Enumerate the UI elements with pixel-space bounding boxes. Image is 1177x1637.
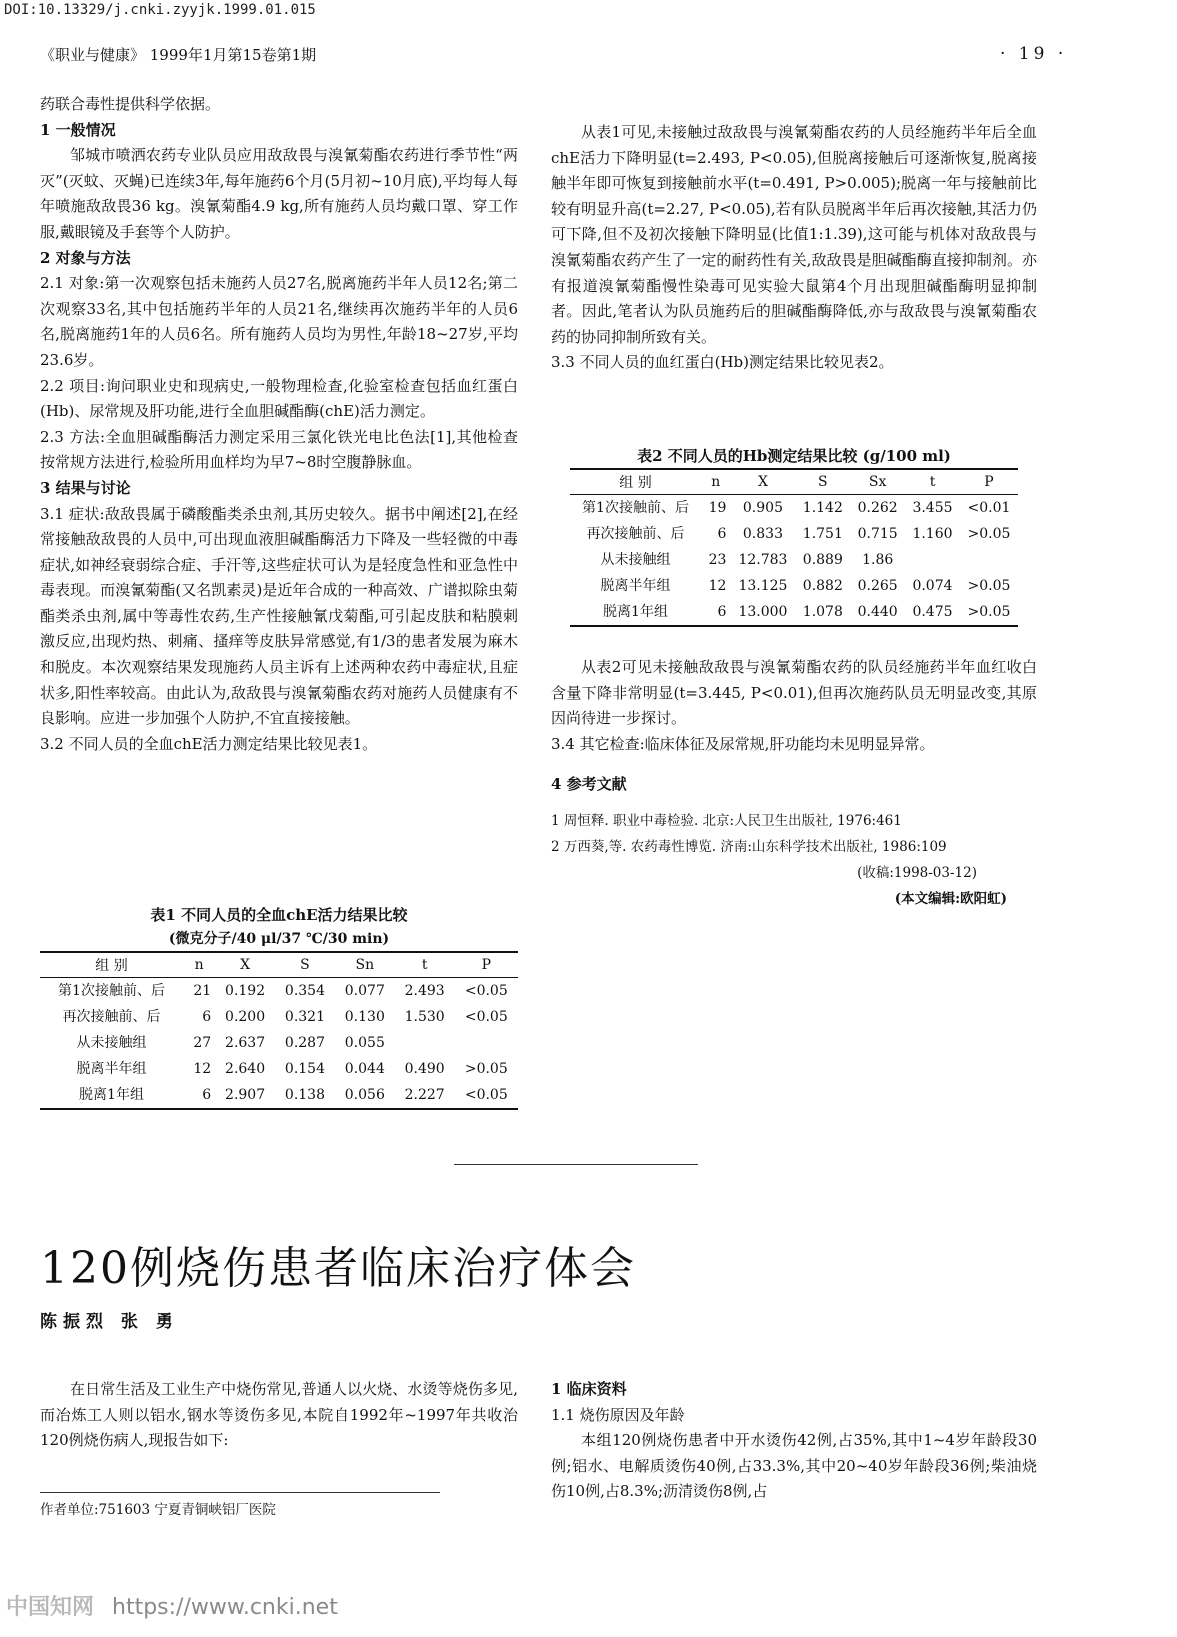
table2-header-row <box>570 469 1018 495</box>
table2-cell: 脱离半年组 <box>600 578 671 594</box>
left-para-6: 2.3 方法:全血胆碱酯酶活力测定采用三氯化铁光电比色法[1],其他检查按常规方法进行,检验所用血样均为早7~8时空腹静脉血。 <box>40 427 518 472</box>
table1-cell: 0.200 <box>225 1009 266 1025</box>
received-date: (收稿:1998-03-12) <box>857 864 977 881</box>
table1-row <box>40 1082 518 1109</box>
table2-cell <box>960 547 1018 573</box>
left-para-1: 1 一般情况 <box>40 120 116 139</box>
left-para-9: 3.2 不同人员的全血chE活力测定结果比较见表1。 <box>40 734 378 753</box>
table1-header-cell: 组 别 <box>40 952 183 978</box>
table1-cell: 0.138 <box>275 1082 335 1109</box>
right-bottom-para-0: 从表2可见未接触敌敌畏与溴氰菊酯农药的队员经施药半年血红收白含量下降非常明显(t=3.445, P<0.01),但再次施药队员无明显改变,其原因尚待进一步探讨。 <box>551 658 1037 728</box>
cnki-url: https://www.cnki.net <box>112 1595 338 1620</box>
cnki-logo-text: 中国知网 <box>6 1595 95 1620</box>
refs-heading: 4 参考文献 <box>551 775 627 793</box>
table1-header-cell: S <box>275 952 335 978</box>
table2-header-cell: S <box>795 469 850 495</box>
table1-cell: 0.192 <box>225 983 266 999</box>
table2-cell: 1.078 <box>795 599 850 626</box>
table1-row <box>40 978 518 1005</box>
table1-cell: 0.055 <box>344 1035 385 1051</box>
table1-cell: 12 <box>193 1061 212 1077</box>
table2-cell: 0.265 <box>857 578 898 594</box>
table1-cell <box>455 1030 518 1056</box>
table2-cell: 12.783 <box>738 552 788 568</box>
right-column-top <box>551 120 1037 376</box>
table2-header-cell: P <box>960 469 1018 495</box>
table2-row <box>570 495 1018 522</box>
running-header: 《职业与健康》 1999年1月第15卷第1期 <box>40 46 317 64</box>
ref-1: 1 周恒释. 职业中毒检验. 北京:人民卫生出版社, 1976:461 <box>551 812 902 829</box>
table2-row <box>570 547 1018 573</box>
table1-cell: 0.154 <box>284 1061 325 1077</box>
table2-cell: 脱离1年组 <box>570 599 701 626</box>
table2-cell: 13.125 <box>738 578 788 594</box>
table2-cell: 0.889 <box>802 552 843 568</box>
table1-header-cell: t <box>395 952 455 978</box>
table1-cell <box>395 1030 455 1056</box>
table1 <box>40 951 518 1110</box>
article2-intro-text: 在日常生活及工业生产中烧伤常见,普通人以火烧、水烫等烧伤多见,而冶炼工人则以铝水,钢水等烫伤多见,本院自1992年~1997年共收治120例烧伤病人,现报告如下: <box>40 1380 518 1450</box>
table2-cell: 0.440 <box>850 599 905 626</box>
table2-cell: 13.000 <box>730 599 795 626</box>
article-separator <box>454 1164 698 1165</box>
table2-cell: >0.05 <box>967 526 1011 542</box>
table1-row <box>40 1030 518 1056</box>
table2-header-cell: 组 别 <box>570 469 701 495</box>
table1-header-cell: Sn <box>335 952 395 978</box>
article2-intro <box>40 1377 518 1454</box>
table2-cell: 从未接触组 <box>600 552 671 568</box>
table1-cell: 0.287 <box>284 1035 325 1051</box>
table2-cell: 1.142 <box>802 500 843 516</box>
table1-cell: 0.354 <box>284 983 325 999</box>
table2-cell: 0.262 <box>857 500 898 516</box>
table2-cell: 1.751 <box>802 526 843 542</box>
article2-right <box>551 1377 1037 1505</box>
table1-header-row <box>40 952 518 978</box>
left-para-5: 2.2 项目:询问职业史和现病史,一般物理检查,化验室检查包括血红蛋白(Hb)、尿常规及肝功能,进行全血胆碱酯酶(chE)活力测定。 <box>40 376 518 421</box>
table1-unit: (微克分子/40 μl/37 ℃/30 min) <box>168 931 390 947</box>
right-column-bottom <box>551 655 1037 757</box>
table1-cell: 0.044 <box>344 1061 385 1077</box>
ref-2: 2 万西葵,等. 农药毒性博览. 济南:山东科学技术出版社, 1986:109 <box>551 838 947 855</box>
table1-cell: >0.05 <box>464 1061 508 1077</box>
author-affiliation: 作者单位:751603 宁夏青铜峡铝厂医院 <box>40 1502 276 1518</box>
right-top-para-0: 从表1可见,未接触过敌敌畏与溴氰菊酯农药的人员经施药半年后全血chE活力下降明显(t=2.493, P<0.05),但脱离接触后可逐渐恢复,脱离接触半年即可恢复到接触前水平(t=0.491, P>0.005);脱离一年与接触前比较有明显升高(t=2.27, P<0.05),若有队员脱离半年后再次接触,其活力仍可下降,但不及初次接触下降明显(比值1:1.39),这可能与机体对敌敌畏与溴氰菊酯农药产生了一定的耐药性有关,敌敌畏是胆碱酯酶直接抑制剂。亦有报道溴氰菊酯慢性染毒可见实验大鼠第4个月出现胆碱酯酶明显抑制者。因此,笔者认为队员施药后的胆碱酯酶降低,亦与敌敌畏与溴氰菊酯农药的协同抑制所致有关。 <box>551 123 1037 346</box>
table1-cell: 0.321 <box>284 1009 325 1025</box>
table2-cell: 0.833 <box>742 526 783 542</box>
table2-cell: 3.455 <box>912 500 953 516</box>
table2-cell: 再次接触前、后 <box>586 526 685 542</box>
left-para-4: 2.1 对象:第一次观察包括未施药人员27名,脱离施药半年人员12名;第二次观察33名,其中包括施药半年的人员21名,继续再次施药半年的人员6名,脱离施药1年的人员6名。所有施药人员均为男性,年龄18~27岁,平均23.6岁。 <box>40 274 518 369</box>
article2-authors: 陈振烈 张 勇 <box>40 1312 179 1332</box>
table2-block <box>570 444 1018 627</box>
table1-cell: 0.490 <box>404 1061 445 1077</box>
left-para-7: 3 结果与讨论 <box>40 478 131 497</box>
table2-row <box>570 573 1018 599</box>
table1-header-cell: n <box>183 952 215 978</box>
table2-cell: 1.160 <box>912 526 953 542</box>
editor-note: (本文编辑:欧阳虹) <box>894 890 1007 907</box>
table2-cell: >0.05 <box>960 599 1018 626</box>
table1-cell: 第1次接触前、后 <box>58 983 165 999</box>
table2-header-cell: n <box>701 469 730 495</box>
left-column <box>40 92 518 757</box>
table1-cell: <0.05 <box>464 1009 508 1025</box>
table2-cell: 12 <box>708 578 727 594</box>
right-bottom-para-1: 3.4 其它检查:临床体征及尿常规,肝功能均未见明显异常。 <box>551 734 935 753</box>
table2-cell: 第1次接触前、后 <box>582 500 689 516</box>
table2-cell: 0.715 <box>857 526 898 542</box>
table1-cell: 6 <box>202 1009 212 1025</box>
table1-row <box>40 1056 518 1082</box>
table2-cell: 6 <box>701 599 730 626</box>
table1-cell: 脱离半年组 <box>76 1061 147 1077</box>
left-para-0: 药联合毒性提供科学依据。 <box>40 95 221 113</box>
table1-cell: 0.077 <box>344 983 385 999</box>
table1-cell: 2.227 <box>395 1082 455 1109</box>
right-top-para-1: 3.3 不同人员的血红蛋白(Hb)测定结果比较见表2。 <box>551 353 894 372</box>
table1-cell: 27 <box>193 1035 212 1051</box>
table1-cell: 再次接触前、后 <box>62 1009 161 1025</box>
article2-title: 120例烧伤患者临床治疗体会 <box>40 1243 636 1294</box>
page-number: · 19 · <box>1000 44 1068 64</box>
table2-cell: <0.01 <box>967 500 1011 516</box>
table1-cell: 2.637 <box>225 1035 266 1051</box>
table2 <box>570 468 1018 627</box>
cnki-watermark <box>6 1590 338 1621</box>
left-para-2: 邹城市喷洒农药专业队员应用敌敌畏与溴氰菊酯农药进行季节性“两灭”(灭蚊、灭蝇)已连续3年,每年施药6个月(5月初~10月底),平均每人每年喷施敌敌畏36 kg。溴氰菊酯4.9 kg,所有施药人员均戴口罩、穿工作服,戴眼镜及手套等个人防护。 <box>40 146 518 241</box>
table2-cell: 0.074 <box>912 578 953 594</box>
table1-cell: 0.130 <box>344 1009 385 1025</box>
table1-cell: 1.530 <box>404 1009 445 1025</box>
table1-cell: 0.056 <box>335 1082 395 1109</box>
table2-row <box>570 599 1018 626</box>
table1-title: 表1 不同人员的全血chE活力结果比较 <box>150 906 408 924</box>
table2-cell: >0.05 <box>967 578 1011 594</box>
article2-sec1: 1 临床资料 <box>551 1380 627 1398</box>
table2-row <box>570 521 1018 547</box>
table1-cell: 脱离1年组 <box>40 1082 183 1109</box>
table1-cell: 2.907 <box>215 1082 275 1109</box>
table1-row <box>40 1004 518 1030</box>
table1-header-cell: X <box>215 952 275 978</box>
table2-cell: 19 <box>708 500 727 516</box>
table2-title: 表2 不同人员的Hb测定结果比较 (g/100 ml) <box>637 447 951 465</box>
references <box>551 772 1037 912</box>
table2-header-cell: Sx <box>850 469 905 495</box>
table1-block <box>40 903 518 1110</box>
table1-cell: 6 <box>183 1082 215 1109</box>
table2-cell: 6 <box>717 526 727 542</box>
table1-cell: <0.05 <box>464 983 508 999</box>
left-para-3: 2 对象与方法 <box>40 248 131 267</box>
table2-cell: 1.86 <box>862 552 894 568</box>
table1-cell: 2.640 <box>225 1061 266 1077</box>
table2-cell: 0.475 <box>905 599 960 626</box>
table1-cell: <0.05 <box>455 1082 518 1109</box>
table2-header-cell: X <box>730 469 795 495</box>
table2-header-cell: t <box>905 469 960 495</box>
article2-sec11: 1.1 烧伤原因及年龄 <box>551 1405 685 1424</box>
article2-sec11-text: 本组120例烧伤患者中开水烫伤42例,占35%,其中1~4岁年龄段30例;铝水、电解质烫伤40例,占33.3%,其中20~40岁年龄段36例;柴油烧伤10例,占8.3%;沥清烫伤8例,占 <box>551 1431 1037 1501</box>
table1-header-cell: P <box>455 952 518 978</box>
table2-cell: 0.882 <box>802 578 843 594</box>
table2-cell <box>905 547 960 573</box>
doi: DOI:10.13329/j.cnki.zyyjk.1999.01.015 <box>4 2 316 18</box>
left-para-8: 3.1 症状:敌敌畏属于磷酸酯类杀虫剂,其历史较久。据书中阐述[2],在经常接触敌敌畏的人员中,可出现血液胆碱酯酶活力下降及一些轻微的中毒症状,如神经衰弱综合症、手汗等,这些症状可认为是轻度急性和亚急性中毒表现。而溴氰菊酯(又名凯素灵)是近年合成的一种高效、广谱拟除虫菊酯类杀虫剂,属中等毒性农药,生产性接触氰戊菊酯,可引起皮肤和粘膜刺激反应,出现灼热、刺痛、搔痒等皮肤异常感觉,有1/3的患者发展为麻木和脱皮。本次观察结果发现施药人员主诉有上述两种农药中毒症状,且症状多,阳性率较高。由此认为,敌敌畏与溴氰菊酯农药对施药人员健康有不良影响。应进一步加强个人防护,不宜直接接触。 <box>40 504 518 728</box>
table1-cell: 2.493 <box>404 983 445 999</box>
footnote-rule <box>40 1492 440 1493</box>
table1-cell: 从未接触组 <box>76 1035 147 1051</box>
table2-cell: 0.905 <box>742 500 783 516</box>
table2-cell: 23 <box>708 552 727 568</box>
table1-cell: 21 <box>193 983 212 999</box>
